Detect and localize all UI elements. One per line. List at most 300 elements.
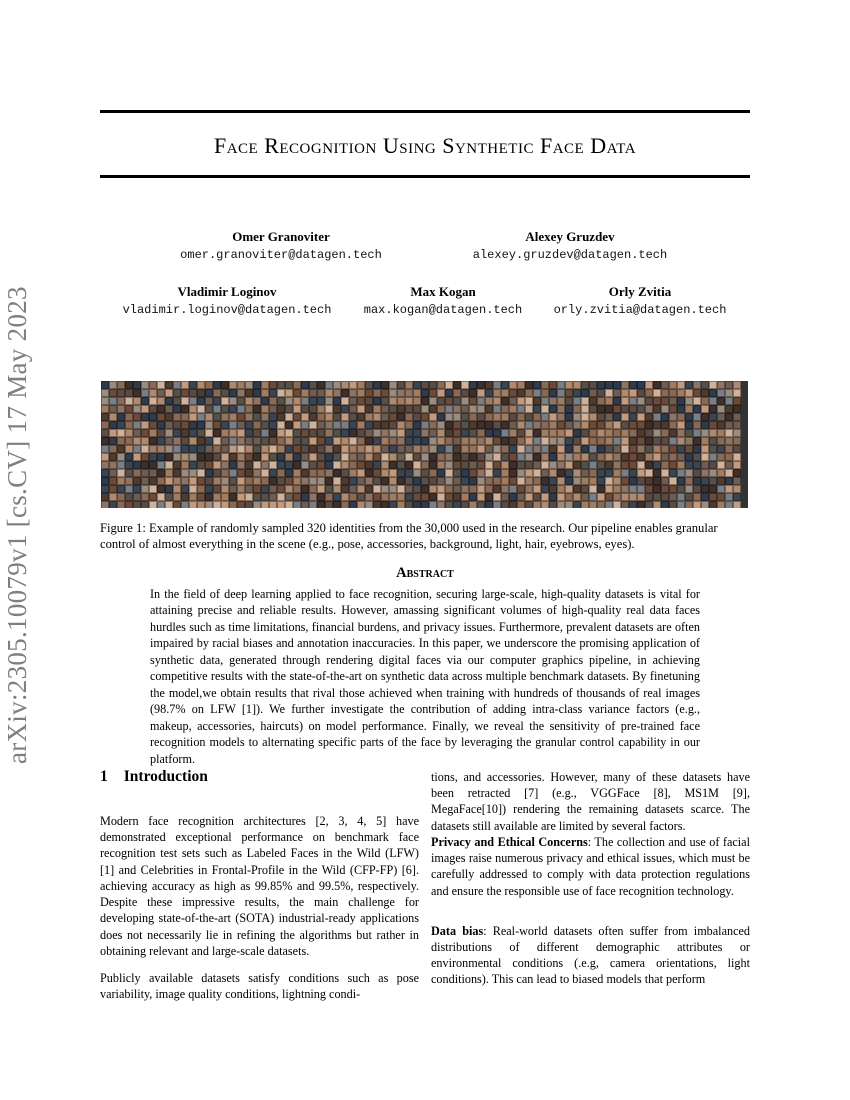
face-thumbnail [573,469,581,477]
face-thumbnail [461,381,469,389]
face-thumbnail [117,381,125,389]
face-thumbnail [333,485,341,493]
face-thumbnail [557,389,565,397]
face-thumbnail [133,429,141,437]
face-thumbnail [605,485,613,493]
face-thumbnail [653,461,661,469]
author-name: Max Kogan [410,284,476,299]
face-thumbnail [453,493,461,501]
face-thumbnail [581,469,589,477]
face-thumbnail [141,461,149,469]
face-thumbnail [149,477,157,485]
face-thumbnail [309,501,317,508]
face-thumbnail [717,421,725,429]
face-thumbnail [413,437,421,445]
face-thumbnail [373,445,381,453]
face-thumbnail [109,493,117,501]
author-email[interactable]: vladimir.loginov@datagen.tech [122,303,332,317]
face-thumbnail [429,445,437,453]
face-thumbnail [197,501,205,508]
face-thumbnail [517,397,525,405]
face-thumbnail [733,413,741,421]
face-thumbnail [229,429,237,437]
face-thumbnail [605,461,613,469]
face-thumbnail [549,429,557,437]
face-thumbnail [405,461,413,469]
face-thumbnail [573,413,581,421]
face-thumbnail [733,421,741,429]
face-thumbnail [517,405,525,413]
face-thumbnail [589,461,597,469]
face-thumbnail [405,381,413,389]
face-thumbnail [653,413,661,421]
face-thumbnail [709,405,717,413]
face-thumbnail [541,485,549,493]
face-thumbnail [349,389,357,397]
face-thumbnail [645,429,653,437]
face-thumbnail [517,501,525,508]
face-thumbnail [525,429,533,437]
face-thumbnail [653,445,661,453]
face-thumbnail [141,477,149,485]
face-thumbnail [469,421,477,429]
title-top-rule [100,110,750,113]
face-thumbnail [157,501,165,508]
face-thumbnail [605,381,613,389]
face-thumbnail [253,485,261,493]
face-thumbnail [437,429,445,437]
face-thumbnail [733,381,741,389]
face-thumbnail [365,437,373,445]
face-thumbnail [669,445,677,453]
face-thumbnail [525,501,533,508]
face-thumbnail [573,381,581,389]
face-thumbnail [685,461,693,469]
face-thumbnail [493,445,501,453]
face-thumbnail [693,485,701,493]
bias-text: : Real-world datasets often suffer from imbalanced distributions of different demographic attributes or environmental conditions (.e.g, camera orientations, light conditions). This can lead to biased models that perform [431,923,750,987]
face-thumbnail [229,437,237,445]
face-thumbnail [245,413,253,421]
face-thumbnail [581,493,589,501]
face-thumbnail [477,389,485,397]
face-thumbnail [733,397,741,405]
face-thumbnail [477,413,485,421]
face-thumbnail [661,477,669,485]
face-thumbnail [661,445,669,453]
face-thumbnail [645,453,653,461]
face-thumbnail [173,485,181,493]
face-thumbnail [605,421,613,429]
face-thumbnail [629,453,637,461]
face-thumbnail [293,405,301,413]
face-thumbnail [445,405,453,413]
face-thumbnail [109,453,117,461]
face-thumbnail [469,485,477,493]
face-thumbnail [141,485,149,493]
face-thumbnail [373,413,381,421]
privacy-text: : The collection and use of facial images raise numerous privacy and ethical issues, which must be carefully addressed to comply with data protection regulations and ensure the responsible use of face recognition technology. [431,834,750,898]
face-thumbnail [125,397,133,405]
face-thumbnail [325,389,333,397]
face-thumbnail [549,485,557,493]
face-thumbnail [389,477,397,485]
face-thumbnail [669,461,677,469]
face-thumbnail [605,493,613,501]
face-thumbnail [613,381,621,389]
face-thumbnail [397,501,405,508]
author-email[interactable]: omer.granoviter@datagen.tech [180,248,382,262]
face-thumbnail [525,469,533,477]
face-thumbnail [533,437,541,445]
face-thumbnail [381,493,389,501]
face-thumbnail [165,469,173,477]
face-thumbnail [557,485,565,493]
face-thumbnail [693,389,701,397]
face-thumbnail [669,381,677,389]
face-thumbnail [357,493,365,501]
face-thumbnail [581,429,589,437]
face-thumbnail [221,405,229,413]
face-thumbnail [189,413,197,421]
face-thumbnail [189,421,197,429]
face-thumbnail [413,413,421,421]
face-thumbnail [213,461,221,469]
face-thumbnail [117,397,125,405]
face-thumbnail [645,501,653,508]
face-thumbnail [637,493,645,501]
face-thumbnail [573,389,581,397]
face-thumbnail [597,493,605,501]
face-thumbnail [685,389,693,397]
face-thumbnail [589,381,597,389]
face-thumbnail [701,421,709,429]
face-thumbnail [669,469,677,477]
face-thumbnail [549,413,557,421]
face-thumbnail [557,381,565,389]
face-thumbnail [477,429,485,437]
face-thumbnail [653,469,661,477]
face-thumbnail [125,437,133,445]
face-thumbnail [701,493,709,501]
face-thumbnail [613,461,621,469]
face-thumbnail [285,389,293,397]
face-thumbnail [517,493,525,501]
face-thumbnail [461,437,469,445]
face-thumbnail [629,397,637,405]
face-thumbnail [189,469,197,477]
face-thumbnail [709,445,717,453]
face-thumbnail [373,405,381,413]
face-thumbnail [397,421,405,429]
face-thumbnail [381,501,389,508]
face-thumbnail [269,389,277,397]
face-thumbnail [661,453,669,461]
face-thumbnail [381,413,389,421]
face-thumbnail [469,445,477,453]
face-thumbnail [605,453,613,461]
face-thumbnail [645,413,653,421]
face-thumbnail [613,445,621,453]
face-thumbnail [109,445,117,453]
face-thumbnail [709,453,717,461]
face-thumbnail [117,437,125,445]
face-thumbnail [653,421,661,429]
face-thumbnail [517,429,525,437]
face-thumbnail [133,477,141,485]
face-thumbnail [717,501,725,508]
face-thumbnail [381,445,389,453]
face-thumbnail [309,469,317,477]
face-thumbnail [173,421,181,429]
face-thumbnail [133,453,141,461]
face-thumbnail [397,461,405,469]
face-thumbnail [493,429,501,437]
face-thumbnail [197,389,205,397]
intro-paragraph: Modern face recognition architectures [2, 3, 4, 5] have demonstrated exceptional performance on benchmark face recognition test sets such as Labeled Faces in the Wild (LFW) [1] and Celebrities in Frontal-Profile in the Wild (CFP-FP) [6]. achieving accuracy as high as 99.85% and 99.5%, respectively. Despite these impressive results, the main challenge for developing state-of-the-art (SOTA) industrial-ready applications does not necessarily lie in refining the algorithms but rather in obtaining relevant and large-scale datasets. [100,814,419,958]
face-thumbnail [221,421,229,429]
face-thumbnail [477,485,485,493]
face-thumbnail [461,493,469,501]
face-thumbnail [573,405,581,413]
face-thumbnail [685,429,693,437]
section-number: 1 [100,768,108,785]
face-thumbnail [325,421,333,429]
face-thumbnail [645,405,653,413]
face-thumbnail [341,397,349,405]
face-thumbnail [349,413,357,421]
face-thumbnail [269,501,277,508]
face-thumbnail [109,421,117,429]
face-thumbnail [429,501,437,508]
face-thumbnail [229,413,237,421]
face-thumbnail [621,381,629,389]
face-thumbnail [485,477,493,485]
face-thumbnail [725,381,733,389]
face-thumbnail [605,469,613,477]
face-thumbnail [509,485,517,493]
face-thumbnail [237,485,245,493]
bias-label: Data bias [431,923,484,938]
face-thumbnail [325,477,333,485]
face-thumbnail [229,381,237,389]
author-block [117,284,337,317]
left-column [100,813,419,1002]
face-thumbnail [445,485,453,493]
face-thumbnail [221,461,229,469]
face-thumbnail [421,477,429,485]
abstract-text: In the field of deep learning applied to face recognition, securing large-scale, high-quality datasets is vital for attaining precise and reliable results. However, amassing significant volumes of high-quality real data faces hurdles such as time limitations, financial burdens, and privacy issues. Furthermore, prevalent datasets are often impaired by racial biases and annotation inaccuracies. In this paper, we underscore the promising application of synthetic data, generated through rendering digital faces via our computer graphics pipeline, in achieving competitive results with the state-of-the-art on synthetic data across multiple benchmark datasets. By finetuning the model,we obtain results that rival those achieved when training with hundreds of thousands of real images (98.7% on LFW [1]). We further investigate the contribution of adding intra-class variance factors (e.g., makeup, accessories, haircuts) on model performance. Finally, we reveal the sensitivity of pre-trained face recognition models to alternating specific parts of the face by leveraging the granular control capability in our platform. [150,587,700,766]
face-thumbnail [557,413,565,421]
face-thumbnail [125,381,133,389]
face-thumbnail [541,389,549,397]
face-thumbnail [301,381,309,389]
face-thumbnail [477,397,485,405]
face-thumbnail [349,429,357,437]
face-thumbnail [253,437,261,445]
face-thumbnail [445,381,453,389]
intro-paragraph: tions, and accessories. However, many of these datasets have been retracted [7] (e.g., VGGFace [8], MS1M [9], MegaFace[10]) rendering the remaining datasets scarce. The datasets still available are limited by several factors. [431,770,750,833]
face-thumbnail [357,389,365,397]
face-thumbnail [637,469,645,477]
face-thumbnail [437,485,445,493]
author-email[interactable]: alexey.gruzdev@datagen.tech [472,248,668,262]
face-thumbnail [581,453,589,461]
face-thumbnail [661,501,669,508]
face-thumbnail [149,397,157,405]
face-thumbnail [109,461,117,469]
face-thumbnail [477,421,485,429]
face-thumbnail [269,461,277,469]
author-email[interactable]: orly.zvitia@datagen.tech [553,303,727,317]
face-thumbnail [333,429,341,437]
face-thumbnail [629,381,637,389]
face-thumbnail [365,405,373,413]
face-thumbnail [141,469,149,477]
face-thumbnail [693,493,701,501]
author-email[interactable]: max.kogan@datagen.tech [363,303,523,317]
face-thumbnail [389,413,397,421]
face-thumbnail [461,485,469,493]
face-thumbnail [333,381,341,389]
face-thumbnail [549,469,557,477]
face-thumbnail [189,453,197,461]
face-thumbnail [197,461,205,469]
face-thumbnail [661,413,669,421]
face-thumbnail [293,469,301,477]
face-thumbnail [205,461,213,469]
face-thumbnail [461,469,469,477]
face-thumbnail [133,469,141,477]
face-thumbnail [437,469,445,477]
face-thumbnail [549,453,557,461]
face-thumbnail [693,477,701,485]
face-thumbnail [413,461,421,469]
face-thumbnail [413,453,421,461]
face-thumbnail [613,429,621,437]
face-thumbnail [333,389,341,397]
face-thumbnail [149,461,157,469]
face-thumbnail [357,413,365,421]
face-thumbnail [525,413,533,421]
face-thumbnail [453,429,461,437]
face-thumbnail [381,461,389,469]
face-thumbnail [669,493,677,501]
face-thumbnail [317,445,325,453]
face-thumbnail [525,445,533,453]
face-thumbnail [661,421,669,429]
face-thumbnail [277,429,285,437]
face-thumbnail [669,501,677,508]
privacy-label: Privacy and Ethical Concerns [431,834,588,849]
face-thumbnail [165,453,173,461]
face-thumbnail [277,453,285,461]
face-thumbnail [173,445,181,453]
face-thumbnail [621,469,629,477]
face-thumbnail [309,413,317,421]
face-thumbnail [373,453,381,461]
face-thumbnail [301,501,309,508]
face-thumbnail [277,461,285,469]
face-thumbnail [189,397,197,405]
face-thumbnail [325,429,333,437]
face-thumbnail [197,429,205,437]
face-thumbnail [565,461,573,469]
face-thumbnail [413,421,421,429]
face-thumbnail [221,453,229,461]
face-thumbnail [461,461,469,469]
face-thumbnail [589,493,597,501]
face-thumbnail [621,437,629,445]
face-thumbnail [397,437,405,445]
face-thumbnail [533,453,541,461]
face-thumbnail [717,445,725,453]
face-thumbnail [725,413,733,421]
face-thumbnail [501,413,509,421]
face-thumbnail [405,397,413,405]
face-thumbnail [181,405,189,413]
face-thumbnail [301,461,309,469]
face-thumbnail [469,469,477,477]
face-thumbnail [501,429,509,437]
face-thumbnail [445,397,453,405]
face-thumbnail [477,493,485,501]
face-thumbnail [709,413,717,421]
face-thumbnail [325,501,333,508]
face-thumbnail [333,397,341,405]
face-thumbnail [173,389,181,397]
face-thumbnail [469,437,477,445]
face-thumbnail [277,421,285,429]
face-thumbnail [157,429,165,437]
face-thumbnail [701,397,709,405]
face-thumbnail [261,389,269,397]
face-thumbnail [445,437,453,445]
face-thumbnail [573,437,581,445]
face-thumbnail [197,381,205,389]
face-thumbnail [565,445,573,453]
face-thumbnail [285,485,293,493]
face-thumbnail [293,445,301,453]
face-thumbnail [293,389,301,397]
face-thumbnail [573,429,581,437]
face-thumbnail [221,477,229,485]
face-thumbnail [533,445,541,453]
face-thumbnail [101,453,109,461]
face-thumbnail [629,461,637,469]
face-thumbnail [581,445,589,453]
face-thumbnail [269,405,277,413]
face-thumbnail [469,389,477,397]
face-thumbnail [221,413,229,421]
face-thumbnail [357,453,365,461]
face-thumbnail [477,477,485,485]
face-thumbnail [405,501,413,508]
face-thumbnail [389,437,397,445]
face-thumbnail [277,381,285,389]
face-thumbnail [533,381,541,389]
face-thumbnail [549,381,557,389]
face-thumbnail [197,469,205,477]
face-thumbnail [317,405,325,413]
face-thumbnail [365,413,373,421]
face-thumbnail [109,389,117,397]
face-thumbnail [397,429,405,437]
face-thumbnail [445,421,453,429]
face-thumbnail [509,405,517,413]
face-thumbnail [365,389,373,397]
face-thumbnail [565,469,573,477]
